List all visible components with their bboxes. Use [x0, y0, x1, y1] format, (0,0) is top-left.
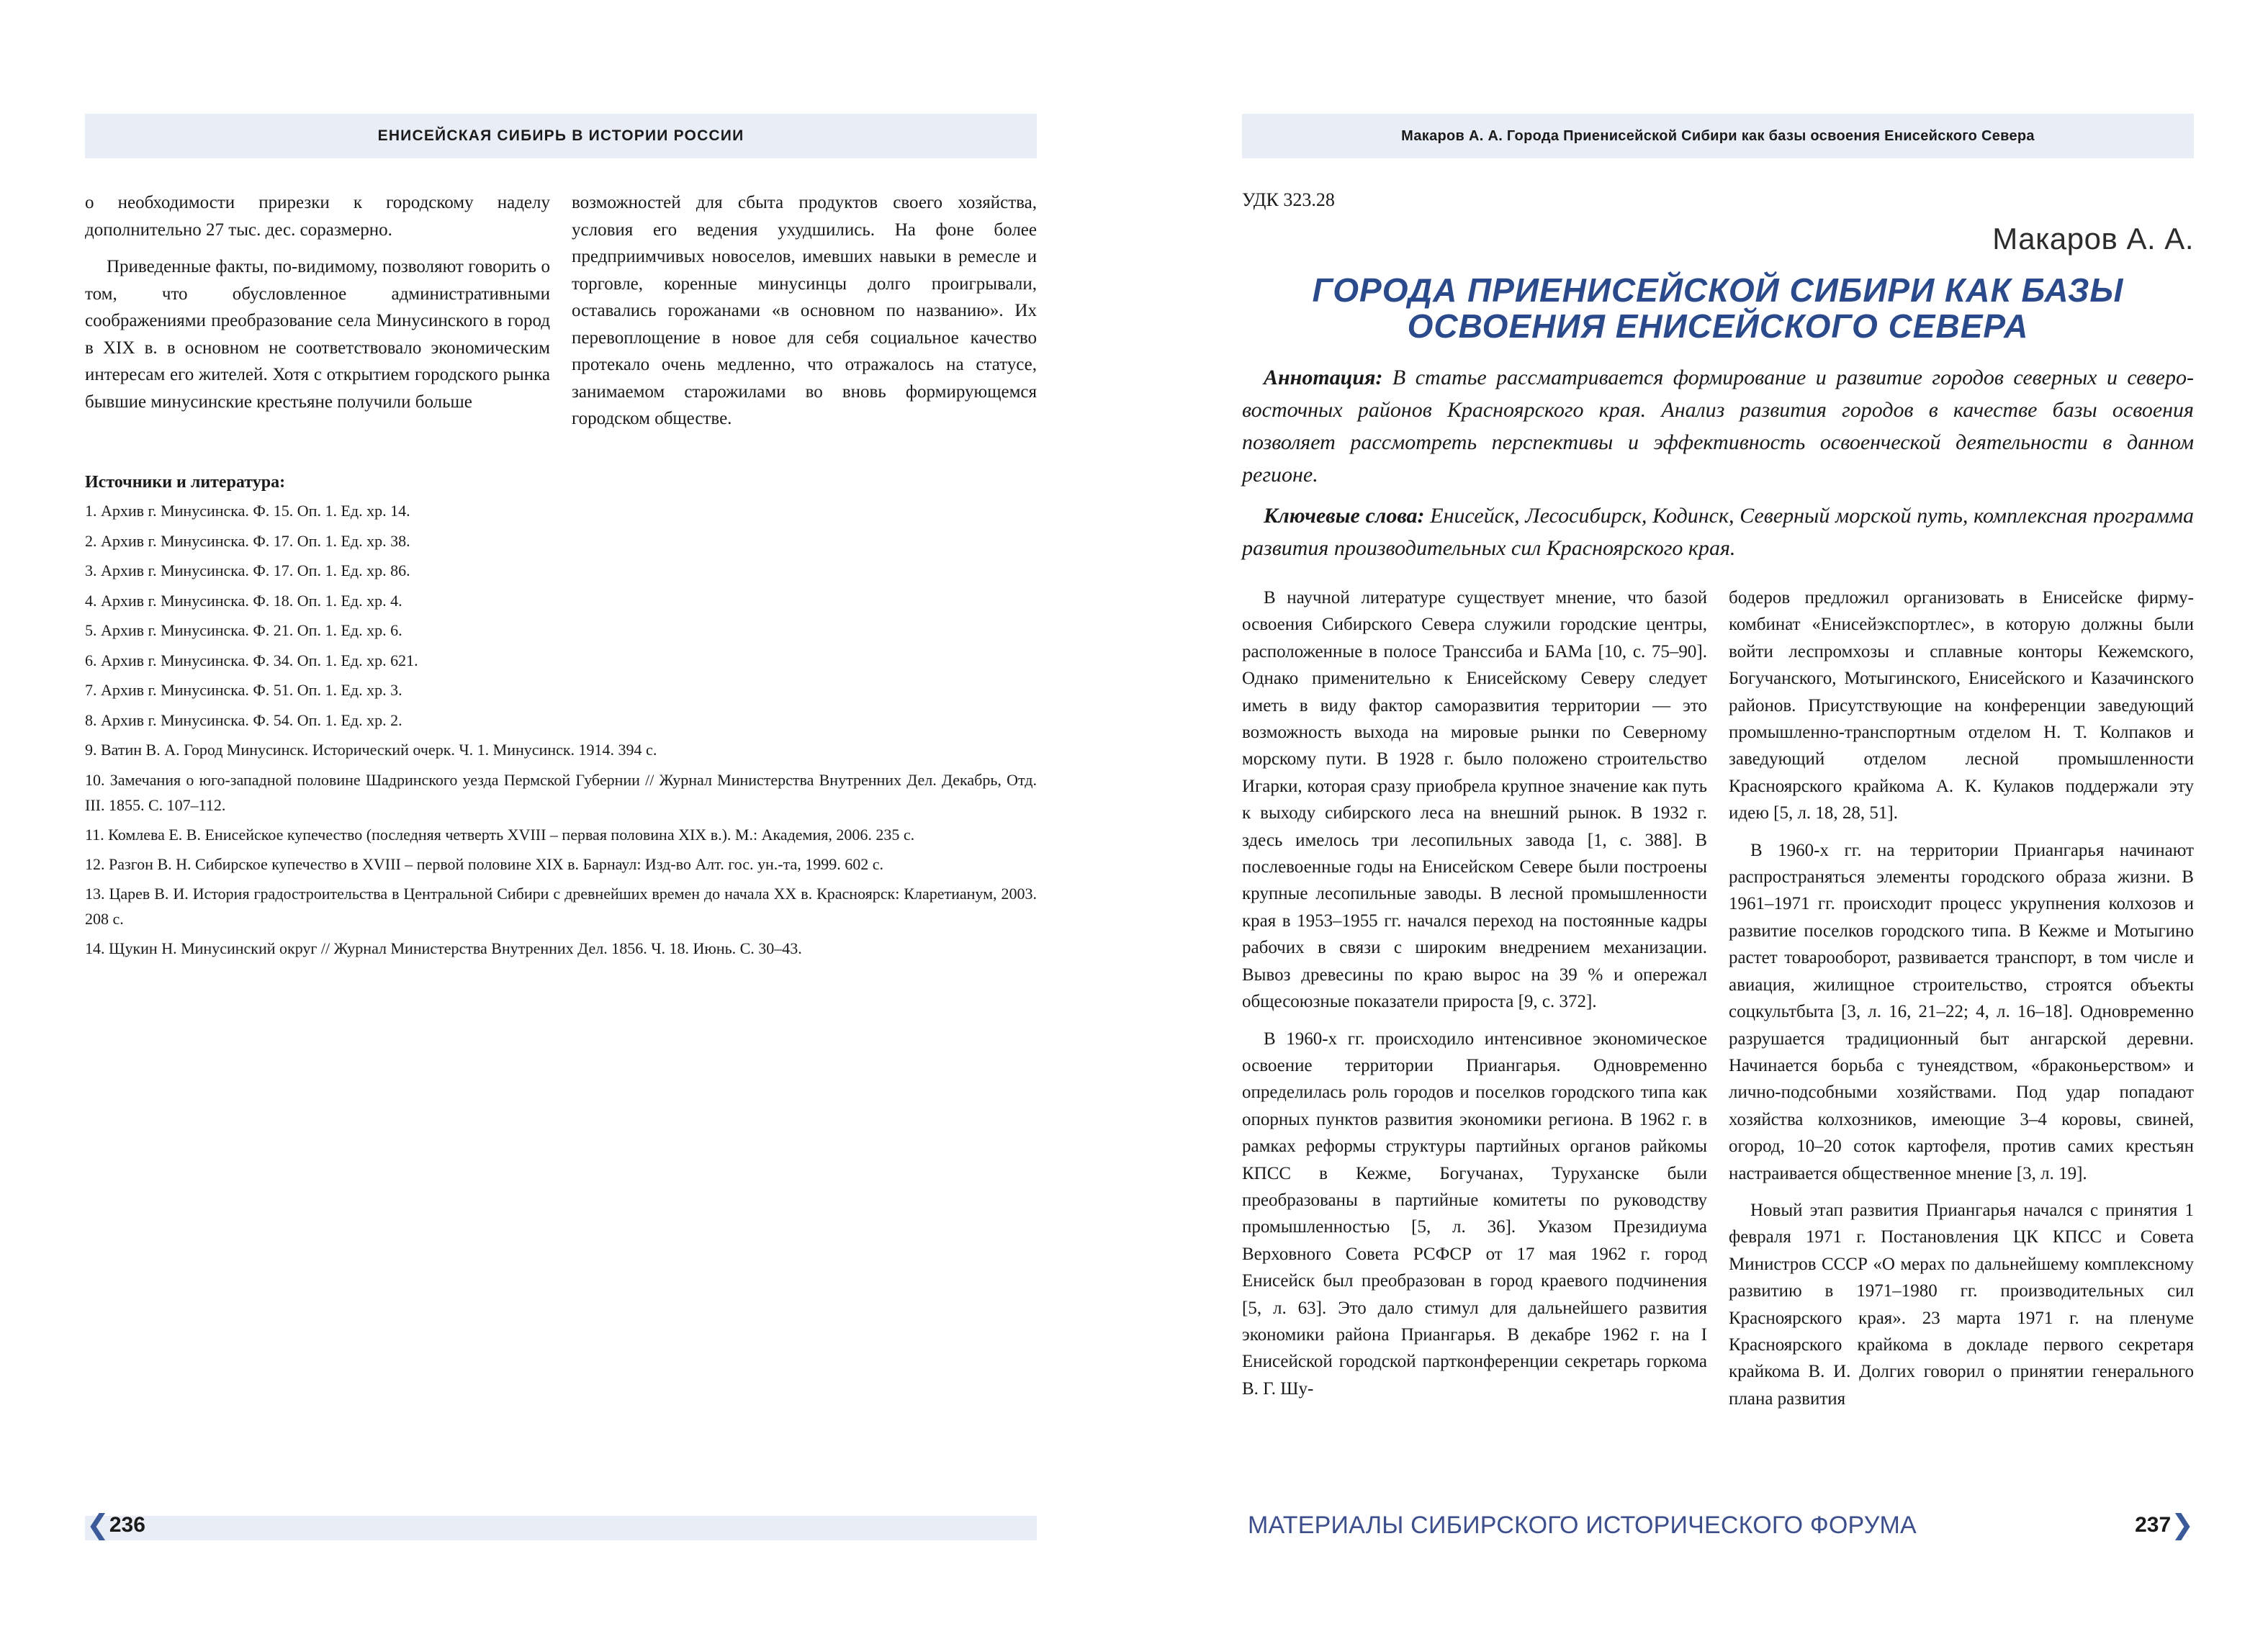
page-number-left-text: 236: [109, 1513, 145, 1537]
right-page: [1134, 0, 2268, 1644]
abstract: [1242, 361, 2194, 491]
source-item: 3. Архив г. Минусинска. Ф. 17. Оп. 1. Ед. хр. 86.: [85, 561, 410, 579]
source-item: 13. Царев В. И. История градостроительства в Центральной Сибири с древнейших времен до начала XX в. Красноярск: Кларетианум, 2003. 208 с.: [85, 884, 1037, 928]
source-item: 9. Ватин В. А. Город Минусинск. Исторический очерк. Ч. 1. Минусинск. 1914. 394 с.: [85, 741, 657, 759]
running-header-left-text: ЕНИСЕЙСКАЯ СИБИРЬ В ИСТОРИИ РОССИИ: [377, 127, 744, 144]
udk-code: УДК 323.28: [1242, 189, 1335, 210]
footer-bar-left: [85, 1516, 1037, 1540]
source-item: 8. Архив г. Минусинска. Ф. 54. Оп. 1. Ед. хр. 2.: [85, 710, 402, 729]
source-item: 11. Комлева Е. В. Енисейское купечество (последняя четверть XVIII – первая половина XIX в.). М.: Академия, 2006. 235 с.: [85, 825, 915, 844]
abstract-block: [1242, 361, 2194, 564]
source-item: 1. Архив г. Минусинска. Ф. 15. Оп. 1. Ед. хр. 14.: [85, 502, 410, 520]
paragraph: возможностей для сбыта продуктов своего хозяйства, условия его ведения ухудшились. На фоне более предприимчивых новоселов, имевших навыки в ремесле и торговле, коренные минусинцы долго проигрывали, оставались горожанами «в основном по названию». Их перевоплощение в новое для себя социальное качество протекало очень медленно, что отражалось на статусе, занимаемом старожилами во вновь формирующемся городском обществе.: [572, 193, 1037, 428]
sources-section: [85, 468, 1037, 965]
abstract-text: В статье рассматривается формирование и развитие городов северных и северо-восточных районов Красноярского края. Анализ развития городов в качестве базы освоения позволяет рассмотреть перспективы и эффективность освоенческой деятельности в данном регионе.: [1242, 366, 2194, 487]
source-item: 12. Разгон В. Н. Сибирское купечество в XVIII – первой половине XIX в. Барнаул: Изд-во Алт. гос. ун.-та, 1999. 602 с.: [85, 854, 883, 873]
right-column-2: [1729, 584, 2194, 1412]
paragraph: Приведенные факты, по-видимому, позволяют говорить о том, что обусловленное административными соображениями преобразование села Минусинского в город в XIX в. в основном не соответствовало экономическим интересам его жителей. Хотя с открытием городского рынка бывшие минусинские крестьяне получили больше: [85, 257, 550, 412]
source-item: 7. Архив г. Минусинска. Ф. 51. Оп. 1. Ед. хр. 3.: [85, 681, 402, 699]
paragraph: о необходимости прирезки к городскому наделу дополнительно 27 тыс. дес. соразмерно.: [85, 193, 550, 240]
keywords: [1242, 500, 2194, 564]
sources-list: [85, 498, 1037, 961]
article-title-line-1: ГОРОДА ПРИЕНИСЕЙСКОЙ СИБИРИ КАК БАЗЫ: [1312, 271, 2124, 309]
source-item: 5. Архив г. Минусинска. Ф. 21. Оп. 1. Ед. хр. 6.: [85, 621, 402, 639]
sources-title: Источники и литература:: [85, 473, 286, 492]
keywords-text: Енисейск, Лесосибирск, Кодинск, Северный морской путь, комплексная программа развития производительных сил Красноярского края.: [1242, 504, 2194, 560]
source-item: 14. Щукин Н. Минусинский округ // Журнал Министерства Внутренних Дел. 1856. Ч. 18. Июнь. С. 30–43.: [85, 939, 802, 957]
running-header-right: [1242, 114, 2194, 158]
paragraph: бодеров предложил организовать в Енисейске фирму-комбинат «Енисейэкспортлес», в которую должны были войти леспромхозы и сплавные конторы Кежемского, Богучанского, Мотыгинского, Енисейского и Казачинского районов. Присутствующие на конференции заведующий промышленно-транспортным отделом Н. Т. Колпаков и заведующий отделом лесной промышленности Красноярского крайкома А. К. Кулаков поддержали эту идею [5, л. 18, 28, 51].: [1729, 588, 2194, 823]
source-item: 6. Архив г. Минусинска. Ф. 34. Оп. 1. Ед. хр. 621.: [85, 651, 418, 669]
paragraph: В научной литературе существует мнение, что базой освоения Сибирского Севера служили городские центры, расположенные в полосе Транссиба и БАМа [10, с. 75–90]. Однако применительно к Енисейскому Северу следует иметь в виду фактор саморазвития территории — это возможность выхода на мировые рынки по Северному морскому пути. В 1928 г. было положено строительство Игарки, которая сразу приобрела крупное значение как путь к выходу сибирского леса на внешний рынок. В 1932 г. здесь имелось три лесопильных завода [1, с. 388]. В послевоенные годы на Енисейском Севере были построены крупные лесопильные заводы. В лесной промышленности края в 1953–1955 гг. начался переход на постоянные кадры рабочих в связи с широким внедрением механизации. Вывоз древесины по краю вырос на 39 % и опережал общесоюзные показатели прироста [9, с. 372].: [1242, 588, 1707, 1012]
paragraph: Новый этап развития Приангарья начался с принятия 1 февраля 1971 г. Постановления ЦК КПСС и Совета Министров СССР «О мерах по дальнейшему комплексному развитию в 1971–1980 гг. производительных сил Красноярского края». 23 марта 1971 г. на пленуме Красноярского крайкома в докладе первого секретаря крайкома В. И. Долгих говорил о принятии генерального плана развития: [1729, 1200, 2194, 1409]
chevron-left-icon: ❮: [86, 1510, 109, 1540]
page-number-right-text: 237: [2135, 1513, 2172, 1537]
abstract-label: Аннотация:: [1264, 366, 1383, 389]
left-column-2: [572, 189, 1037, 433]
paragraph: В 1960-х гг. происходило интенсивное экономическое освоение территории Приангарья. Одновременно определилась роль городов и поселков городского типа как опорных пунктов развития экономики региона. В 1962 г. в рамках реформы структуры партийных органов райкомы КПСС в Кежме, Богучанах, Туруханске были преобразованы в партийные комитеты по руководству промышленностью [5, л. 36]. Указом Президиума Верховного Совета РСФСР от 17 мая 1962 г. город Енисейск был преобразован в город краевого подчинения [5, л. 63]. Это дало стимул для дальнейшего развития экономики района Приангарья. В декабре 1962 г. на I Енисейской городской партконференции секретарь горкома В. Г. Шу-: [1242, 1029, 1707, 1399]
running-header-left: [85, 114, 1037, 158]
page-number-right: [2135, 1512, 2194, 1539]
journal-title: МАТЕРИАЛЫ СИБИРСКОГО ИСТОРИЧЕСКОГО ФОРУМА: [1248, 1512, 1917, 1539]
source-item: 2. Архив г. Минусинска. Ф. 17. Оп. 1. Ед. хр. 38.: [85, 531, 410, 550]
article-title-line-2: ОСВОЕНИЯ ЕНИСЕЙСКОГО СЕВЕРА: [1407, 307, 2029, 345]
keywords-label: Ключевые слова:: [1264, 504, 1425, 528]
running-header-right-text: Макаров А. А. Города Приенисейской Сибири как базы освоения Енисейского Севера: [1401, 127, 2035, 144]
page-number-left: [86, 1512, 145, 1539]
source-item: 10. Замечания о юго-западной половине Шадринского уезда Пермской Губернии // Журнал Министерства Внутренних Дел. Декабрь, Отд. III. 1855. С. 107–112.: [85, 770, 1037, 814]
left-column-1: [85, 189, 550, 415]
author-name: Макаров А. А.: [1992, 222, 2194, 256]
chevron-right-icon: ❯: [2171, 1510, 2194, 1540]
article-title: [1242, 272, 2194, 344]
right-column-1: [1242, 584, 1707, 1402]
paragraph: В 1960-х гг. на территории Приангарья начинают распространяться элементы городского образа жизни. В 1961–1971 гг. происходит процесс укрупнения колхозов и развитие поселков городского типа. В Кежме и Мотыгино растет товарооборот, развивается транспорт, в том числе и авиация, жилищное строительство, строятся объекты соцкультбыта [3, л. 16, 21–22; 4, л. 16–18]. Одновременно разрушается традиционный быт ангарской деревни. Начинается борьба с тунеядством, «браконьерством» и лично-подсобными хозяйствами. Под удар попадают хозяйства колхозников, имеющие 3–4 коровы, свиней, огород, 10–20 соток картофеля, против самих крестьян настраивается общественное мнение [3, л. 19].: [1729, 840, 2194, 1183]
source-item: 4. Архив г. Минусинска. Ф. 18. Оп. 1. Ед. хр. 4.: [85, 591, 402, 610]
